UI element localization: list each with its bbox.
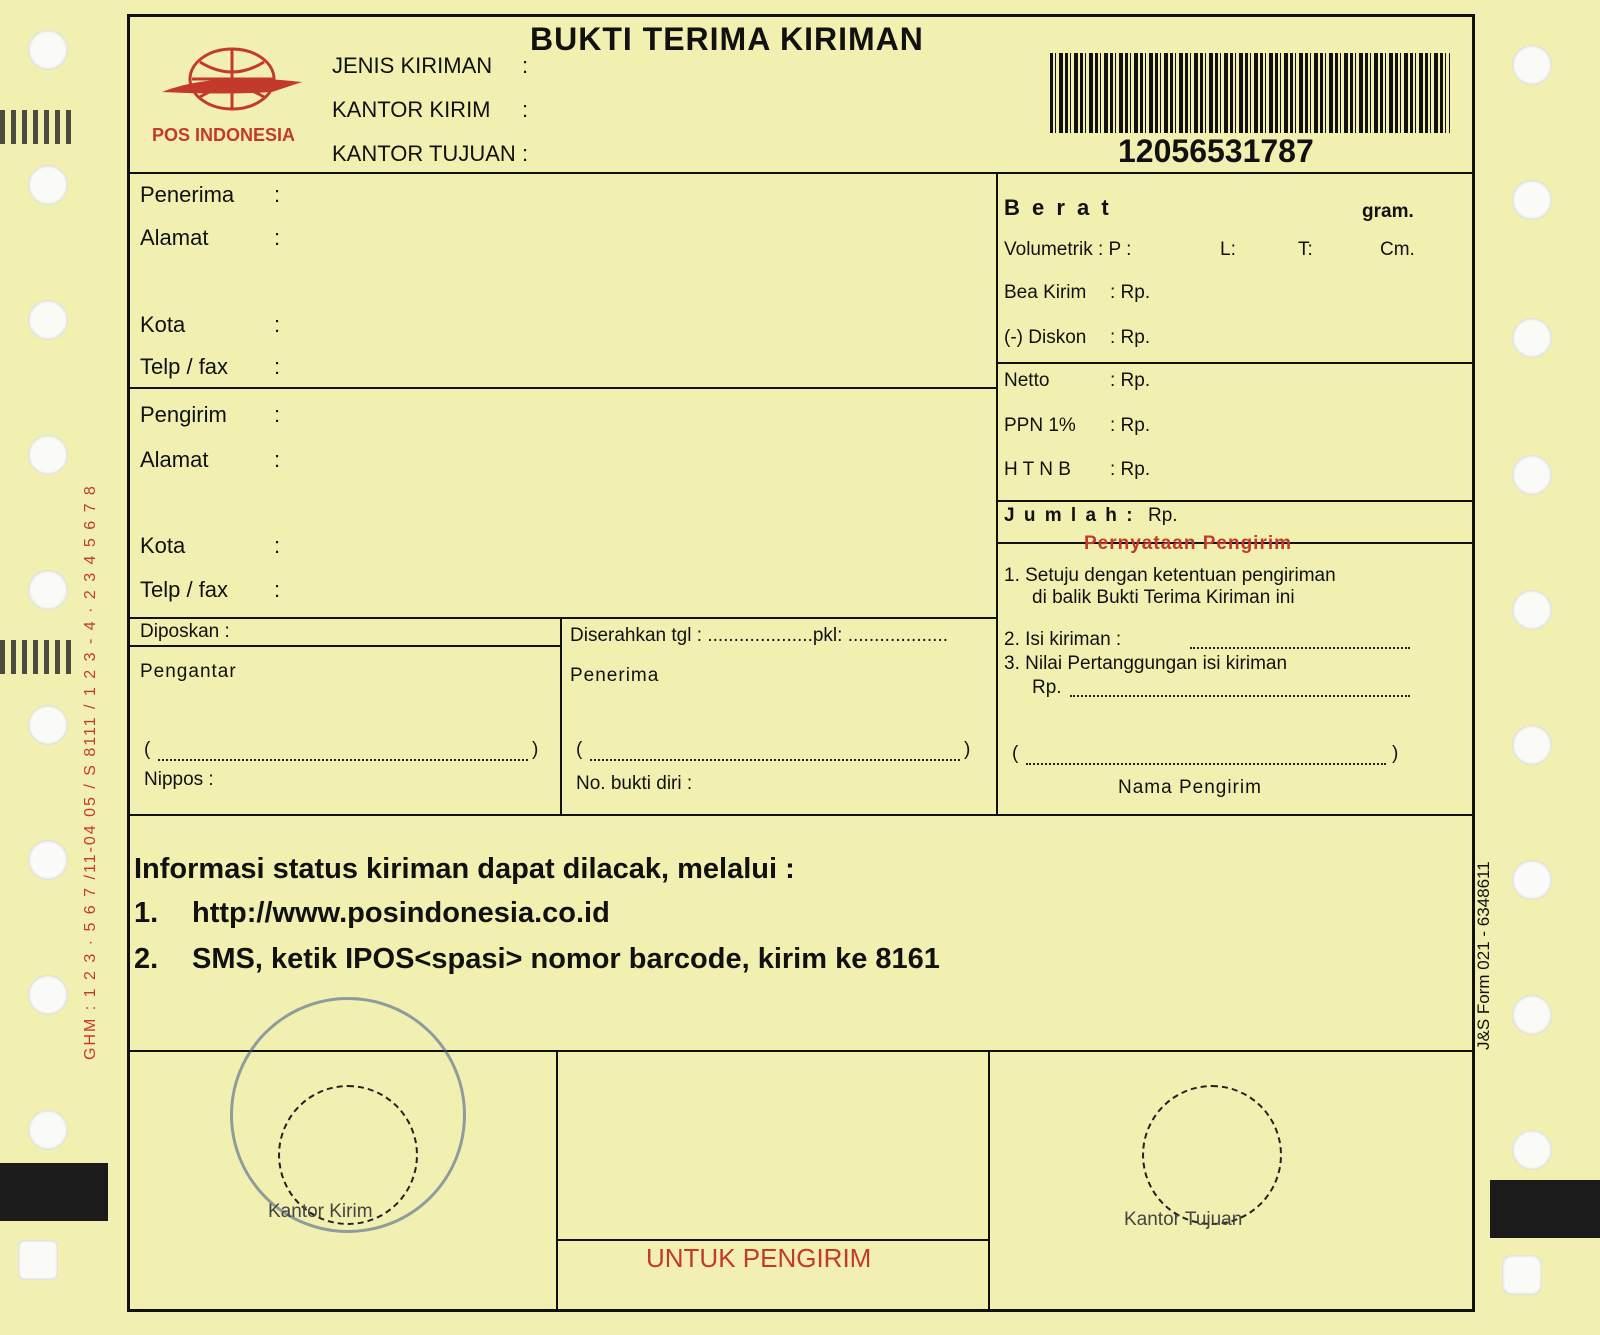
diserahkan-label: Diserahkan tgl : ....................pkl: ...................: [570, 625, 949, 646]
kantor-kirim-footer: Kantor Kirim: [268, 1201, 373, 1222]
nama-pengirim-label: Nama Pengirim: [1118, 777, 1262, 798]
logo-text: POS INDONESIA: [152, 125, 296, 145]
htnb-label: H T N B: [1004, 459, 1071, 480]
info-heading: Informasi status kiriman dapat dilacak, melalui :: [134, 853, 795, 885]
pengirim-telp-label: Telp / fax: [140, 577, 229, 602]
pernyataan-item-1: 1. Setuju dengan ketentuan pengiriman: [1004, 565, 1336, 586]
right-form-code: J&S Form 021 - 6348611: [1474, 861, 1493, 1050]
jumlah-label: J u m l a h :: [1004, 505, 1135, 526]
diposkan-label: Diposkan :: [140, 621, 230, 642]
pengirim-kota-label: Kota: [140, 533, 186, 558]
stamp-circle-tujuan: [1142, 1085, 1282, 1225]
kantor-tujuan-footer: Kantor Tujuan: [1124, 1209, 1243, 1230]
carbon-mark: [0, 110, 76, 144]
kantor-tujuan-label: KANTOR TUJUAN: [332, 141, 516, 166]
gram-unit: gram.: [1362, 201, 1414, 222]
black-tab: [0, 1163, 108, 1221]
pengantar-label: Pengantar: [140, 661, 237, 682]
cm-unit: Cm.: [1380, 239, 1415, 260]
left-form-code: GHM : 1 2 3 · 5 6 7 /11-04 05 / S 8111 / 1 2 3 - 4 · 2 3 4 5 6 7 8: [82, 484, 99, 1060]
info-website[interactable]: http://www.posindonesia.co.id: [192, 897, 610, 929]
pernyataan-title: Pernyataan Pengirim: [1084, 533, 1293, 554]
info-sms: SMS, ketik IPOS<spasi> nomor barcode, kirim ke 8161: [192, 943, 940, 975]
untuk-pengirim: UNTUK PENGIRIM: [646, 1243, 872, 1273]
penerima-sign-label: Penerima: [570, 665, 660, 686]
kantor-kirim-label: KANTOR KIRIM: [332, 97, 491, 122]
berat-label: B e r a t: [1004, 195, 1112, 220]
black-tab: [1490, 1180, 1600, 1238]
bukti-diri-label: No. bukti diri :: [576, 773, 693, 794]
netto-label: Netto: [1004, 370, 1050, 391]
volumetrik-label: Volumetrik : P :: [1004, 239, 1132, 260]
pengirim-alamat-label: Alamat: [140, 447, 209, 472]
postmark-stamp: [230, 997, 466, 1233]
pos-eagle-icon: [152, 37, 312, 127]
carbon-mark: [0, 640, 76, 674]
barcode-number: 12056531787: [1118, 133, 1314, 169]
diskon-label: (-) Diskon: [1004, 327, 1087, 348]
bea-kirim-label: Bea Kirim: [1004, 282, 1087, 303]
pernyataan-item-3: 3. Nilai Pertanggungan isi kiriman: [1004, 653, 1288, 674]
telp-fax-label: Telp / fax: [140, 354, 229, 379]
pernyataan-item-2: 2. Isi kiriman :: [1004, 629, 1122, 650]
form-title: BUKTI TERIMA KIRIMAN: [530, 21, 924, 57]
kota-label: Kota: [140, 312, 186, 337]
pengirim-label: Pengirim: [140, 402, 227, 427]
jenis-kiriman-label: JENIS KIRIMAN: [332, 53, 493, 78]
ppn-label: PPN 1%: [1004, 415, 1076, 436]
nippos-label: Nippos :: [144, 769, 214, 790]
receipt-form: POS INDONESIA BUKTI TERIMA KIRIMAN JENIS KIRIMAN : KANTOR KIRIM : KANTOR TUJUAN : 12056531787 Penerima : Alamat : Kota : Telp / fax : Pengirim : Alamat : Kota : Telp / fax : B e r a t gram. Volumetrik : P : L: T: Cm. Bea Kirim : Rp. (-) Diskon : Rp. Netto : Rp. PPN 1% : Rp. H T N B : Rp. J u m l a h : Rp. Pernyataan Pengirim 1. Setuju dengan ketentuan pengiriman di balik Bukti Terima Kiriman ini 2. Isi kiriman : 3. Nilai Pertanggungan isi kiriman Rp. Diposkan : Pengantar Diserahkan tgl : ....................pkl: ................... Penerima ( ) ( ) ( ) Nippos : No. bukti diri : Nama Pengirim Informasi status kiriman dapat dilacak, melalui : 1. http://www.posindonesia.co.id 2. SMS, ketik IPOS<spasi> nomor barcode, kirim ke 8161 Kantor Kirim Kantor Tujuan UNTUK PENGIRIM: [127, 14, 1475, 1312]
alamat-label: Alamat: [140, 225, 209, 250]
penerima-label: Penerima: [140, 182, 235, 207]
barcode: [1050, 53, 1450, 133]
